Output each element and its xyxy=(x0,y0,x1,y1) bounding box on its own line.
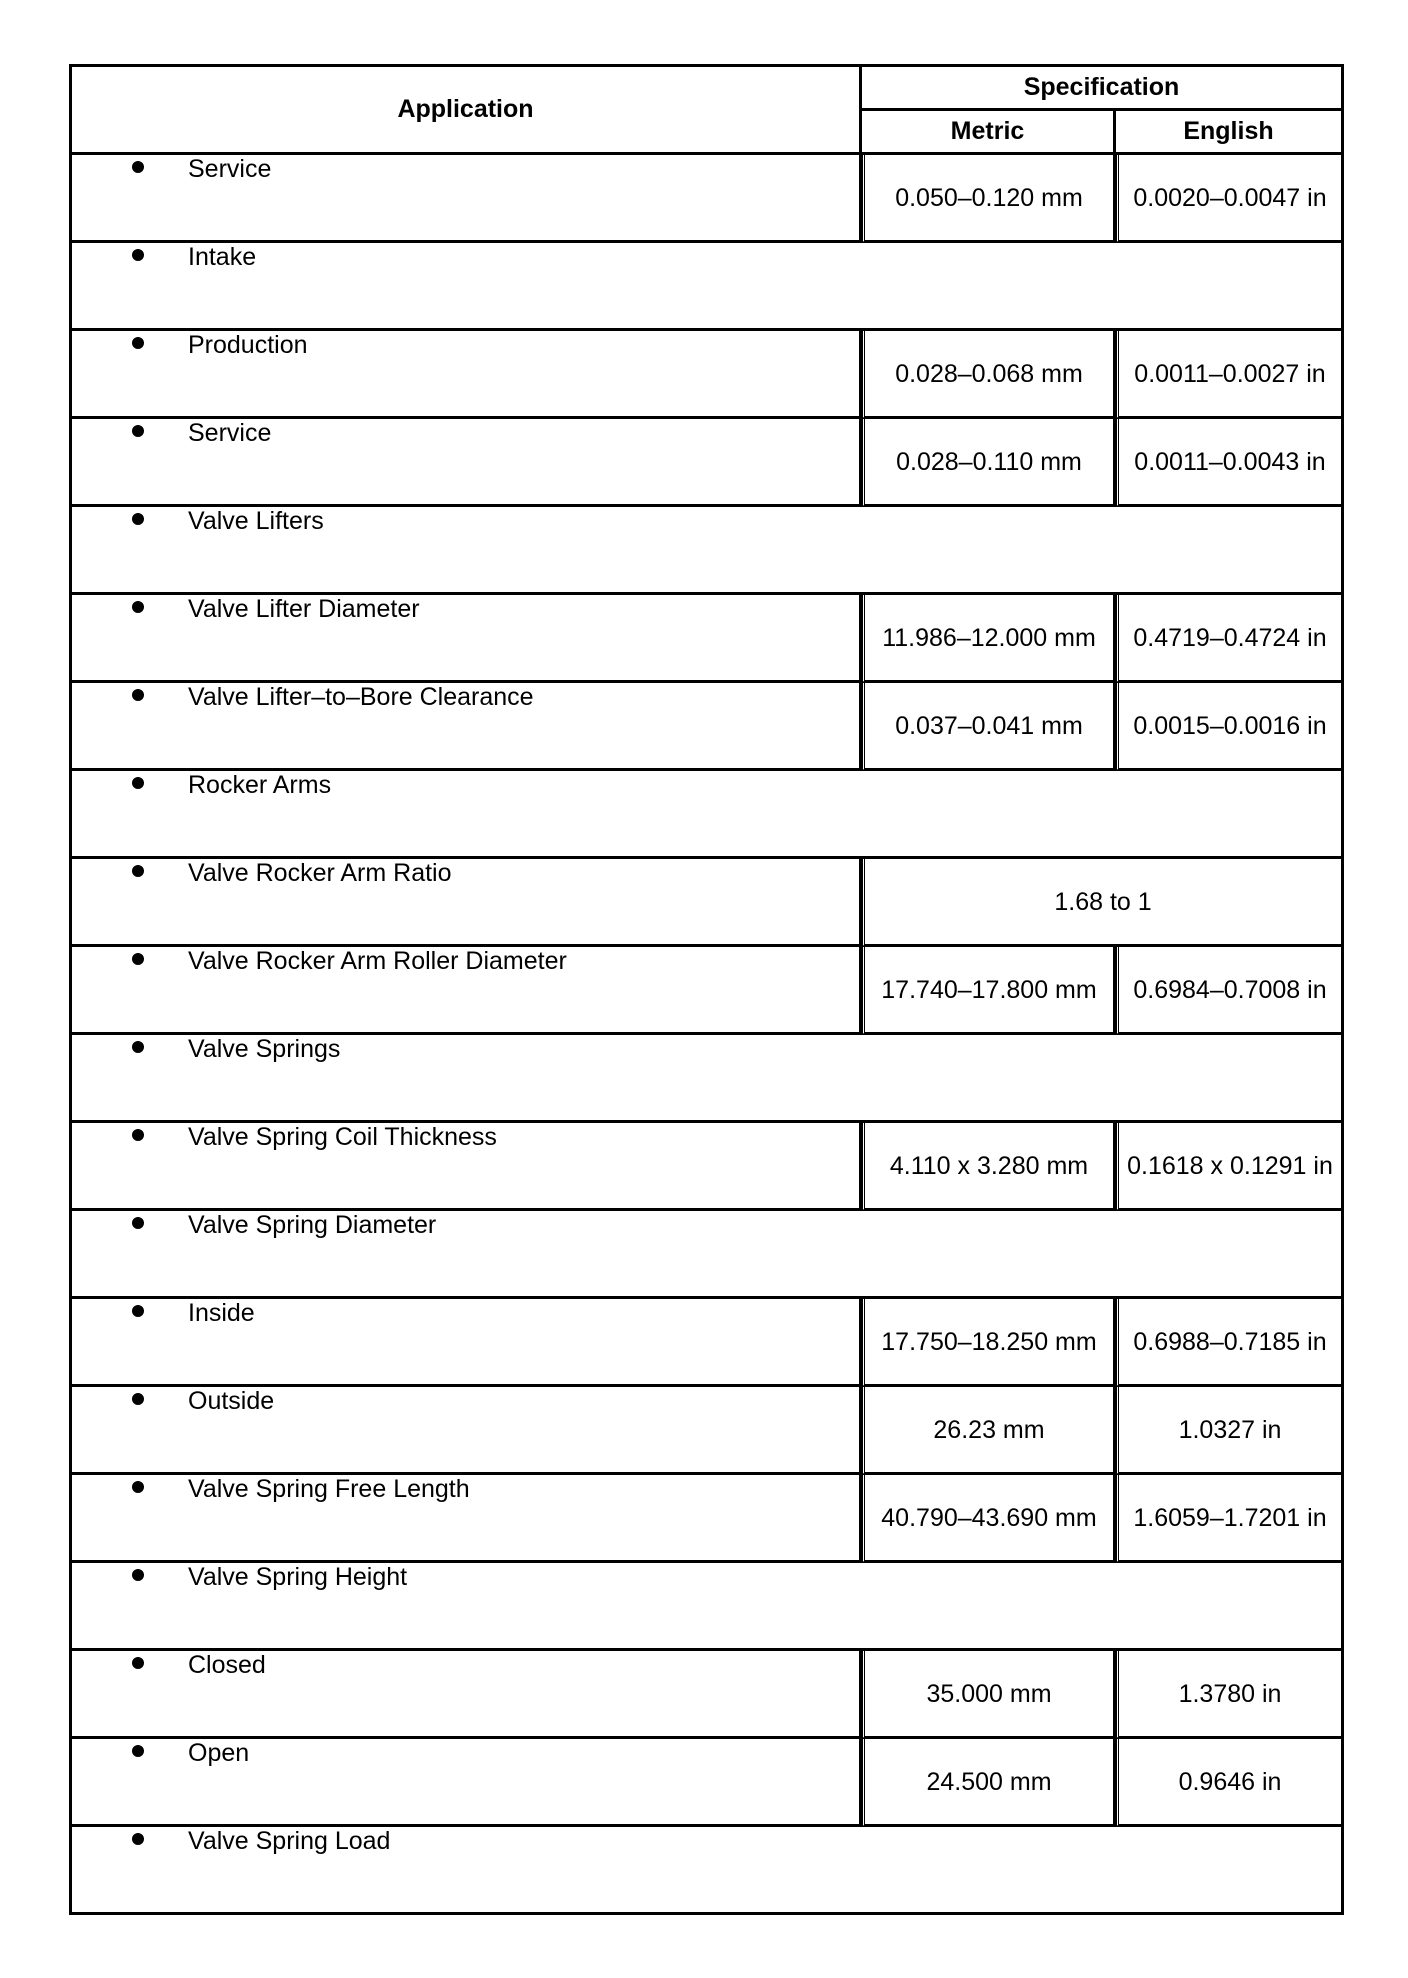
specification-header: Specification xyxy=(862,67,1344,111)
bullet-icon xyxy=(132,513,144,525)
bullet-icon xyxy=(132,1657,144,1669)
application-label: Valve Spring Load xyxy=(188,1827,391,1855)
english-cell: 1.3780 in xyxy=(1116,1651,1344,1739)
bullet-icon xyxy=(132,1129,144,1141)
english-cell: 1.6059–1.7201 in xyxy=(1116,1475,1344,1563)
metric-cell: 11.986–12.000 mm xyxy=(862,595,1116,683)
table-row xyxy=(72,595,1344,683)
bullet-icon xyxy=(132,249,144,261)
english-cell: 0.0015–0.0016 in xyxy=(1116,683,1344,771)
table-row xyxy=(72,243,1344,331)
english-header: English xyxy=(1116,111,1344,155)
bullet-icon xyxy=(132,777,144,789)
combined-spec-cell: 1.68 to 1 xyxy=(862,859,1344,947)
metric-cell: 26.23 mm xyxy=(862,1387,1116,1475)
specification-table xyxy=(69,64,1344,1915)
application-label: Valve Spring Diameter xyxy=(188,1211,437,1239)
application-cell xyxy=(72,1123,862,1211)
bullet-icon xyxy=(132,1745,144,1757)
table-row xyxy=(72,683,1344,771)
document-page xyxy=(69,64,1341,1915)
application-cell xyxy=(72,595,862,683)
application-cell xyxy=(72,1563,1344,1651)
bullet-icon xyxy=(132,865,144,877)
bullet-icon xyxy=(132,1041,144,1053)
table-row xyxy=(72,1651,1344,1739)
english-cell: 0.6988–0.7185 in xyxy=(1116,1299,1344,1387)
bullet-icon xyxy=(132,337,144,349)
bullet-icon xyxy=(132,161,144,173)
bullet-icon xyxy=(132,1305,144,1317)
application-cell xyxy=(72,1211,1344,1299)
application-label: Inside xyxy=(188,1299,255,1327)
application-label: Valve Springs xyxy=(188,1035,341,1063)
table-row xyxy=(72,771,1344,859)
bullet-icon xyxy=(132,1217,144,1229)
metric-cell: 0.028–0.110 mm xyxy=(862,419,1116,507)
english-cell: 0.0011–0.0043 in xyxy=(1116,419,1344,507)
application-label: Service xyxy=(188,419,272,447)
table-row xyxy=(72,155,1344,243)
bullet-icon xyxy=(132,953,144,965)
application-label: Valve Lifter–to–Bore Clearance xyxy=(188,683,534,711)
application-cell xyxy=(72,1299,862,1387)
metric-cell: 4.110 x 3.280 mm xyxy=(862,1123,1116,1211)
application-cell xyxy=(72,331,862,419)
metric-cell: 17.740–17.800 mm xyxy=(862,947,1116,1035)
application-header: Application xyxy=(72,67,862,155)
metric-cell: 35.000 mm xyxy=(862,1651,1116,1739)
application-label: Rocker Arms xyxy=(188,771,332,799)
bullet-icon xyxy=(132,425,144,437)
english-cell: 0.4719–0.4724 in xyxy=(1116,595,1344,683)
application-label: Intake xyxy=(188,243,257,271)
table-row xyxy=(72,507,1344,595)
bullet-icon xyxy=(132,1481,144,1493)
metric-cell: 0.050–0.120 mm xyxy=(862,155,1116,243)
table-row xyxy=(72,1563,1344,1651)
bullet-icon xyxy=(132,689,144,701)
table-row xyxy=(72,1475,1344,1563)
application-label: Valve Rocker Arm Ratio xyxy=(188,859,452,887)
english-cell: 0.0011–0.0027 in xyxy=(1116,331,1344,419)
application-label: Valve Lifter Diameter xyxy=(188,595,420,623)
application-label: Service xyxy=(188,155,272,183)
metric-cell: 40.790–43.690 mm xyxy=(862,1475,1116,1563)
application-cell xyxy=(72,771,1344,859)
metric-cell: 0.037–0.041 mm xyxy=(862,683,1116,771)
table-row xyxy=(72,1387,1344,1475)
application-cell xyxy=(72,1387,862,1475)
table-row xyxy=(72,1211,1344,1299)
table-row xyxy=(72,1299,1344,1387)
application-label: Valve Rocker Arm Roller Diameter xyxy=(188,947,567,975)
application-label: Outside xyxy=(188,1387,275,1415)
bullet-icon xyxy=(132,1833,144,1845)
application-label: Valve Spring Coil Thickness xyxy=(188,1123,497,1151)
table-row xyxy=(72,947,1344,1035)
application-cell xyxy=(72,1475,862,1563)
application-cell xyxy=(72,947,862,1035)
application-cell xyxy=(72,1739,862,1827)
application-cell xyxy=(72,1035,1344,1123)
application-cell xyxy=(72,683,862,771)
table-row xyxy=(72,1827,1344,1915)
application-cell xyxy=(72,243,1344,331)
table-row xyxy=(72,859,1344,947)
english-cell: 0.1618 x 0.1291 in xyxy=(1116,1123,1344,1211)
english-cell: 0.9646 in xyxy=(1116,1739,1344,1827)
application-cell xyxy=(72,507,1344,595)
bullet-icon xyxy=(132,1569,144,1581)
metric-cell: 24.500 mm xyxy=(862,1739,1116,1827)
bullet-icon xyxy=(132,601,144,613)
english-cell: 1.0327 in xyxy=(1116,1387,1344,1475)
bullet-icon xyxy=(132,1393,144,1405)
english-cell: 0.0020–0.0047 in xyxy=(1116,155,1344,243)
application-cell xyxy=(72,1651,862,1739)
application-label: Valve Spring Height xyxy=(188,1563,408,1591)
metric-cell: 0.028–0.068 mm xyxy=(862,331,1116,419)
metric-header: Metric xyxy=(862,111,1116,155)
table-row xyxy=(72,419,1344,507)
application-label: Open xyxy=(188,1739,250,1767)
application-cell xyxy=(72,1827,1344,1915)
metric-cell: 17.750–18.250 mm xyxy=(862,1299,1116,1387)
table-row xyxy=(72,331,1344,419)
application-label: Valve Spring Free Length xyxy=(188,1475,470,1503)
application-label: Valve Lifters xyxy=(188,507,324,535)
application-cell xyxy=(72,419,862,507)
application-cell xyxy=(72,859,862,947)
application-label: Production xyxy=(188,331,308,359)
english-cell: 0.6984–0.7008 in xyxy=(1116,947,1344,1035)
table-body xyxy=(72,155,1344,1915)
application-label: Closed xyxy=(188,1651,266,1679)
table-row xyxy=(72,1035,1344,1123)
table-row xyxy=(72,1739,1344,1827)
application-cell xyxy=(72,155,862,243)
table-row xyxy=(72,1123,1344,1211)
